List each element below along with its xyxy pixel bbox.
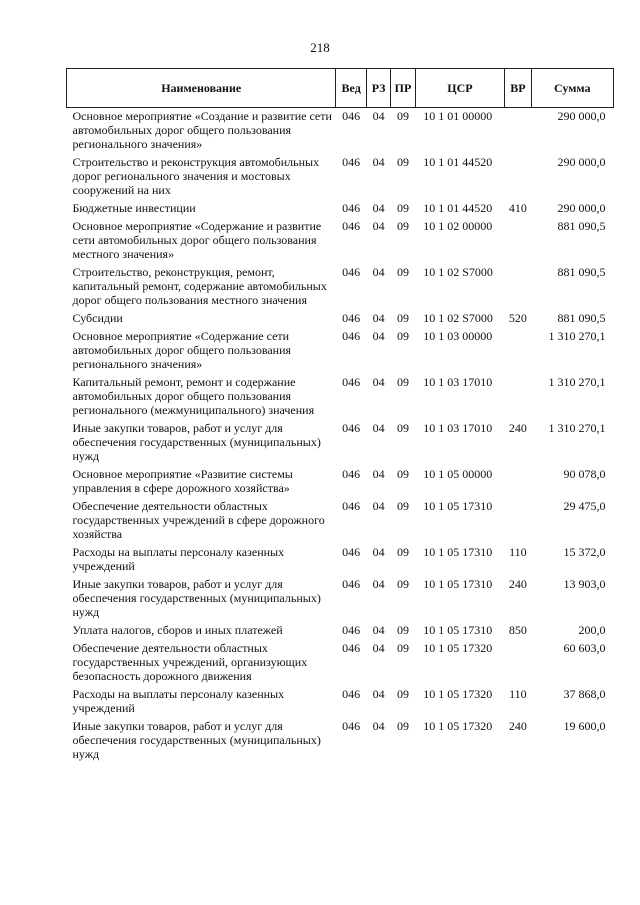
cell-vr <box>505 218 531 264</box>
cell-ved: 046 <box>342 375 361 389</box>
cell-pr: 09 <box>397 687 409 701</box>
cell-vr: 240 <box>508 421 527 435</box>
cell-csr: 10 1 05 17310 <box>423 499 493 513</box>
table-row <box>67 154 614 200</box>
cell-ved: 046 <box>342 155 361 169</box>
cell-ved: 046 <box>342 467 361 481</box>
cell-csr: 10 1 05 17320 <box>423 687 493 701</box>
cell-sum: 881 090,5 <box>557 265 606 279</box>
table-row <box>67 576 614 622</box>
budget-table <box>66 68 614 764</box>
cell-sum: 290 000,0 <box>557 109 606 123</box>
cell-ved: 046 <box>342 421 361 435</box>
cell-vr <box>505 640 531 686</box>
cell-pr: 09 <box>397 499 409 513</box>
cell-vr <box>505 498 531 544</box>
cell-ved: 046 <box>342 641 361 655</box>
cell-vr <box>505 154 531 200</box>
cell-rz: 04 <box>372 499 385 513</box>
cell-ved: 046 <box>342 219 361 233</box>
cell-ved: 046 <box>342 329 361 343</box>
cell-rz: 04 <box>372 329 385 343</box>
cell-name: Расходы на выплаты персоналу казенных учреждений <box>72 545 285 573</box>
cell-csr: 10 1 05 17310 <box>423 577 493 591</box>
cell-ved: 046 <box>342 265 361 279</box>
cell-csr: 10 1 01 00000 <box>423 109 493 123</box>
table-body <box>67 108 614 765</box>
cell-sum: 37 868,0 <box>563 687 606 701</box>
cell-csr: 10 1 05 17320 <box>423 641 493 655</box>
cell-rz: 04 <box>372 641 385 655</box>
cell-vr <box>505 108 531 155</box>
table-row <box>67 310 614 328</box>
cell-vr <box>505 374 531 420</box>
table-row <box>67 466 614 498</box>
cell-vr <box>505 264 531 310</box>
header-pr: ПР <box>391 69 415 108</box>
cell-name: Основное мероприятие «Создание и развитие сети автомобильных дорог общего пользования регионального значения» <box>72 109 332 151</box>
cell-rz: 04 <box>372 265 385 279</box>
table-row <box>67 544 614 576</box>
cell-pr: 09 <box>397 545 409 559</box>
cell-pr: 09 <box>397 577 409 591</box>
cell-vr: 110 <box>509 545 527 559</box>
table-row <box>67 640 614 686</box>
cell-name: Расходы на выплаты персоналу казенных учреждений <box>72 687 285 715</box>
cell-vr: 520 <box>508 311 527 325</box>
cell-vr <box>505 328 531 374</box>
cell-rz: 04 <box>372 311 385 325</box>
cell-ved: 046 <box>342 719 361 733</box>
cell-name: Обеспечение деятельности областных государственных учреждений в сфере дорожного хозяйства <box>72 499 325 541</box>
cell-name: Строительство, реконструкция, ремонт, капитальный ремонт, содержание автомобильных дорог общего пользования местного значения <box>72 265 327 307</box>
cell-name: Основное мероприятие «Содержание сети автомобильных дорог общего пользования регионального значения» <box>72 329 292 371</box>
cell-pr: 09 <box>397 467 409 481</box>
cell-sum: 1 310 270,1 <box>548 329 606 343</box>
cell-csr: 10 1 05 00000 <box>423 467 493 481</box>
header-rz: РЗ <box>366 69 390 108</box>
table-row <box>67 108 614 155</box>
cell-pr: 09 <box>397 623 409 637</box>
cell-sum: 15 372,0 <box>563 545 606 559</box>
cell-ved: 046 <box>342 577 361 591</box>
cell-name: Уплата налогов, сборов и иных платежей <box>72 623 283 637</box>
cell-pr: 09 <box>397 155 409 169</box>
header-csr: ЦСР <box>415 69 504 108</box>
cell-name: Строительство и реконструкция автомобильных дорог регионального значения и мостовых сооружений на них <box>72 155 320 197</box>
cell-sum: 290 000,0 <box>557 201 606 215</box>
cell-rz: 04 <box>372 201 385 215</box>
cell-rz: 04 <box>372 375 385 389</box>
cell-ved: 046 <box>342 623 361 637</box>
cell-sum: 1 310 270,1 <box>548 375 606 389</box>
page-number: 218 <box>310 40 330 55</box>
cell-name: Бюджетные инвестиции <box>72 201 196 215</box>
cell-pr: 09 <box>397 219 409 233</box>
cell-vr: 240 <box>508 577 527 591</box>
cell-sum: 19 600,0 <box>563 719 606 733</box>
cell-rz: 04 <box>372 467 385 481</box>
table-row <box>67 686 614 718</box>
cell-ved: 046 <box>342 109 361 123</box>
cell-rz: 04 <box>372 577 385 591</box>
cell-csr: 10 1 03 17010 <box>423 421 493 435</box>
table-row <box>67 420 614 466</box>
cell-csr: 10 1 03 00000 <box>423 329 493 343</box>
header-sum: Сумма <box>531 69 613 108</box>
cell-rz: 04 <box>372 687 385 701</box>
header-ved: Вед <box>336 69 367 108</box>
table-row <box>67 200 614 218</box>
cell-pr: 09 <box>397 719 409 733</box>
cell-csr: 10 1 01 44520 <box>423 201 493 215</box>
table-row <box>67 622 614 640</box>
header-vr: ВР <box>505 69 531 108</box>
cell-sum: 29 475,0 <box>563 499 606 513</box>
cell-ved: 046 <box>342 499 361 513</box>
cell-ved: 046 <box>342 687 361 701</box>
table-row <box>67 718 614 764</box>
cell-ved: 046 <box>342 545 361 559</box>
cell-rz: 04 <box>372 109 385 123</box>
cell-csr: 10 1 05 17310 <box>423 545 493 559</box>
table-row <box>67 218 614 264</box>
cell-csr: 10 1 03 17010 <box>423 375 493 389</box>
cell-name: Основное мероприятие «Развитие системы управления в сфере дорожного хозяйства» <box>72 467 293 495</box>
cell-rz: 04 <box>372 155 385 169</box>
cell-rz: 04 <box>372 719 385 733</box>
cell-name: Обеспечение деятельности областных государственных учреждений, организующих безопасность дорожного движения <box>72 641 308 683</box>
cell-vr: 410 <box>508 201 527 215</box>
cell-pr: 09 <box>397 109 409 123</box>
cell-pr: 09 <box>397 421 409 435</box>
cell-pr: 09 <box>397 311 409 325</box>
cell-rz: 04 <box>372 623 385 637</box>
cell-vr <box>505 466 531 498</box>
cell-name: Иные закупки товаров, работ и услуг для обеспечения государственных (муниципальных) нужд <box>72 421 321 463</box>
cell-rz: 04 <box>372 219 385 233</box>
cell-sum: 881 090,5 <box>557 311 606 325</box>
cell-pr: 09 <box>397 265 409 279</box>
cell-ved: 046 <box>342 201 361 215</box>
cell-sum: 200,0 <box>578 623 606 637</box>
cell-sum: 881 090,5 <box>557 219 606 233</box>
cell-name: Основное мероприятие «Содержание и развитие сети автомобильных дорог общего пользования местного значения» <box>72 219 322 261</box>
cell-ved: 046 <box>342 311 361 325</box>
table-row <box>67 374 614 420</box>
cell-name: Субсидии <box>72 311 123 325</box>
cell-sum: 290 000,0 <box>557 155 606 169</box>
cell-pr: 09 <box>397 201 409 215</box>
cell-csr: 10 1 05 17310 <box>423 623 493 637</box>
cell-pr: 09 <box>397 641 409 655</box>
table-row <box>67 328 614 374</box>
cell-sum: 13 903,0 <box>563 577 606 591</box>
cell-csr: 10 1 01 44520 <box>423 155 493 169</box>
table-header <box>67 69 614 108</box>
cell-rz: 04 <box>372 421 385 435</box>
header-name: Наименование <box>67 69 336 108</box>
table-row <box>67 498 614 544</box>
cell-sum: 90 078,0 <box>563 467 606 481</box>
cell-csr: 10 1 02 00000 <box>423 219 493 233</box>
cell-name: Иные закупки товаров, работ и услуг для обеспечения государственных (муниципальных) нужд <box>72 719 321 761</box>
cell-csr: 10 1 02 S7000 <box>423 311 493 325</box>
cell-pr: 09 <box>397 329 409 343</box>
cell-csr: 10 1 05 17320 <box>423 719 493 733</box>
cell-csr: 10 1 02 S7000 <box>423 265 493 279</box>
cell-pr: 09 <box>397 375 409 389</box>
cell-sum: 1 310 270,1 <box>548 421 606 435</box>
cell-vr: 240 <box>508 719 527 733</box>
table-row <box>67 264 614 310</box>
cell-vr: 850 <box>508 623 527 637</box>
cell-rz: 04 <box>372 545 385 559</box>
cell-name: Капитальный ремонт, ремонт и содержание автомобильных дорог общего пользования регионального (межмуниципального) значения <box>72 375 315 417</box>
cell-sum: 60 603,0 <box>563 641 606 655</box>
cell-name: Иные закупки товаров, работ и услуг для обеспечения государственных (муниципальных) нужд <box>72 577 321 619</box>
cell-vr: 110 <box>509 687 527 701</box>
